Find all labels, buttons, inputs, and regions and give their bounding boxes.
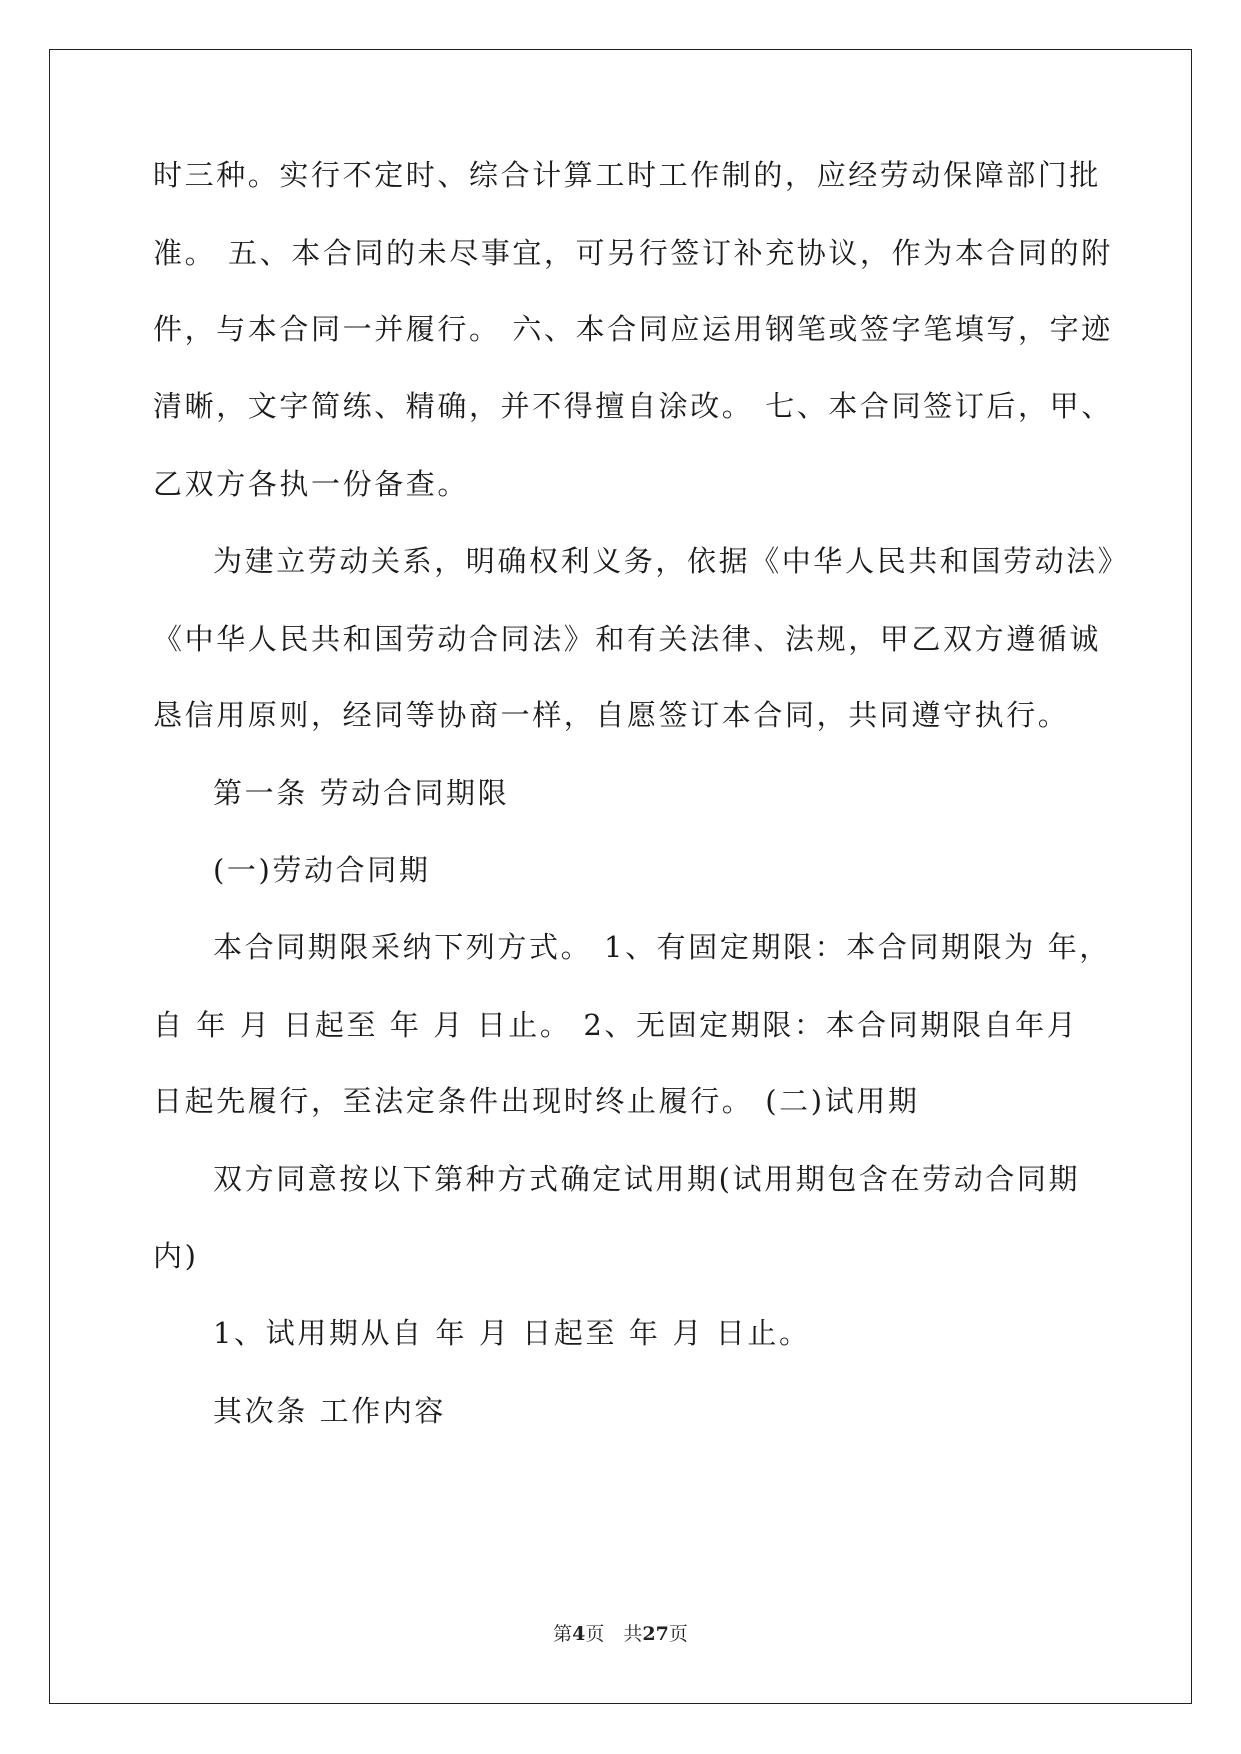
paragraph-intro-line-3: 恳信用原则，经同等协商一样，自愿签订本合同，共同遵守执行。 [153,698,1070,732]
term-paragraph-line-2: 自 年 月 日起至 年 月 日止。 2、无固定期限：本合同期限自年月 [153,1008,1079,1042]
subsection-1-heading: (一)劳动合同期 [213,853,431,887]
page-footer [0,1619,1241,1646]
text-line-5: 乙双方各执一份备查。 [153,467,470,501]
paragraph-intro-line-1: 为建立劳动关系，明确权利义务，依据《中华人民共和国劳动法》 [213,544,1130,578]
term-paragraph-line-1: 本合同期限采纳下列方式。 1、有固定期限：本合同期限为 年， [213,930,1111,964]
footer-suffix: 页 [668,1623,688,1645]
footer-prefix: 第 [553,1623,573,1645]
article-1-heading: 第一条 劳动合同期限 [213,776,510,810]
text-line-1: 时三种。实行不定时、综合计算工时工作制的，应经劳动保障部门批 [153,158,1102,192]
article-2-heading: 其次条 工作内容 [213,1394,447,1428]
total-page-count: 27 [642,1623,669,1645]
term-paragraph-line-3: 日起先履行，至法定条件出现时终止履行。 (二)试用期 [153,1084,920,1118]
probation-item-1: 1、试用期从自 年 月 日起至 年 月 日止。 [213,1316,811,1350]
footer-middle: 页 共 [585,1623,643,1645]
text-line-2: 准。 五、本合同的未尽事宜，可另行签订补充协议，作为本合同的附 [153,236,1113,270]
text-line-3: 件，与本合同一并履行。 六、本合同应运用钢笔或签字笔填写，字迹 [153,312,1113,346]
paragraph-intro-line-2: 《中华人民共和国劳动合同法》和有关法律、法规，甲乙双方遵循诚 [153,622,1102,656]
probation-paragraph-line-2: 内) [153,1239,199,1273]
current-page-number: 4 [572,1623,586,1645]
text-line-4: 清晰，文字简练、精确，并不得擅自涂改。 七、本合同签订后，甲、 [153,389,1113,423]
probation-paragraph-line-1: 双方同意按以下第种方式确定试用期(试用期包含在劳动合同期 [213,1162,1081,1196]
